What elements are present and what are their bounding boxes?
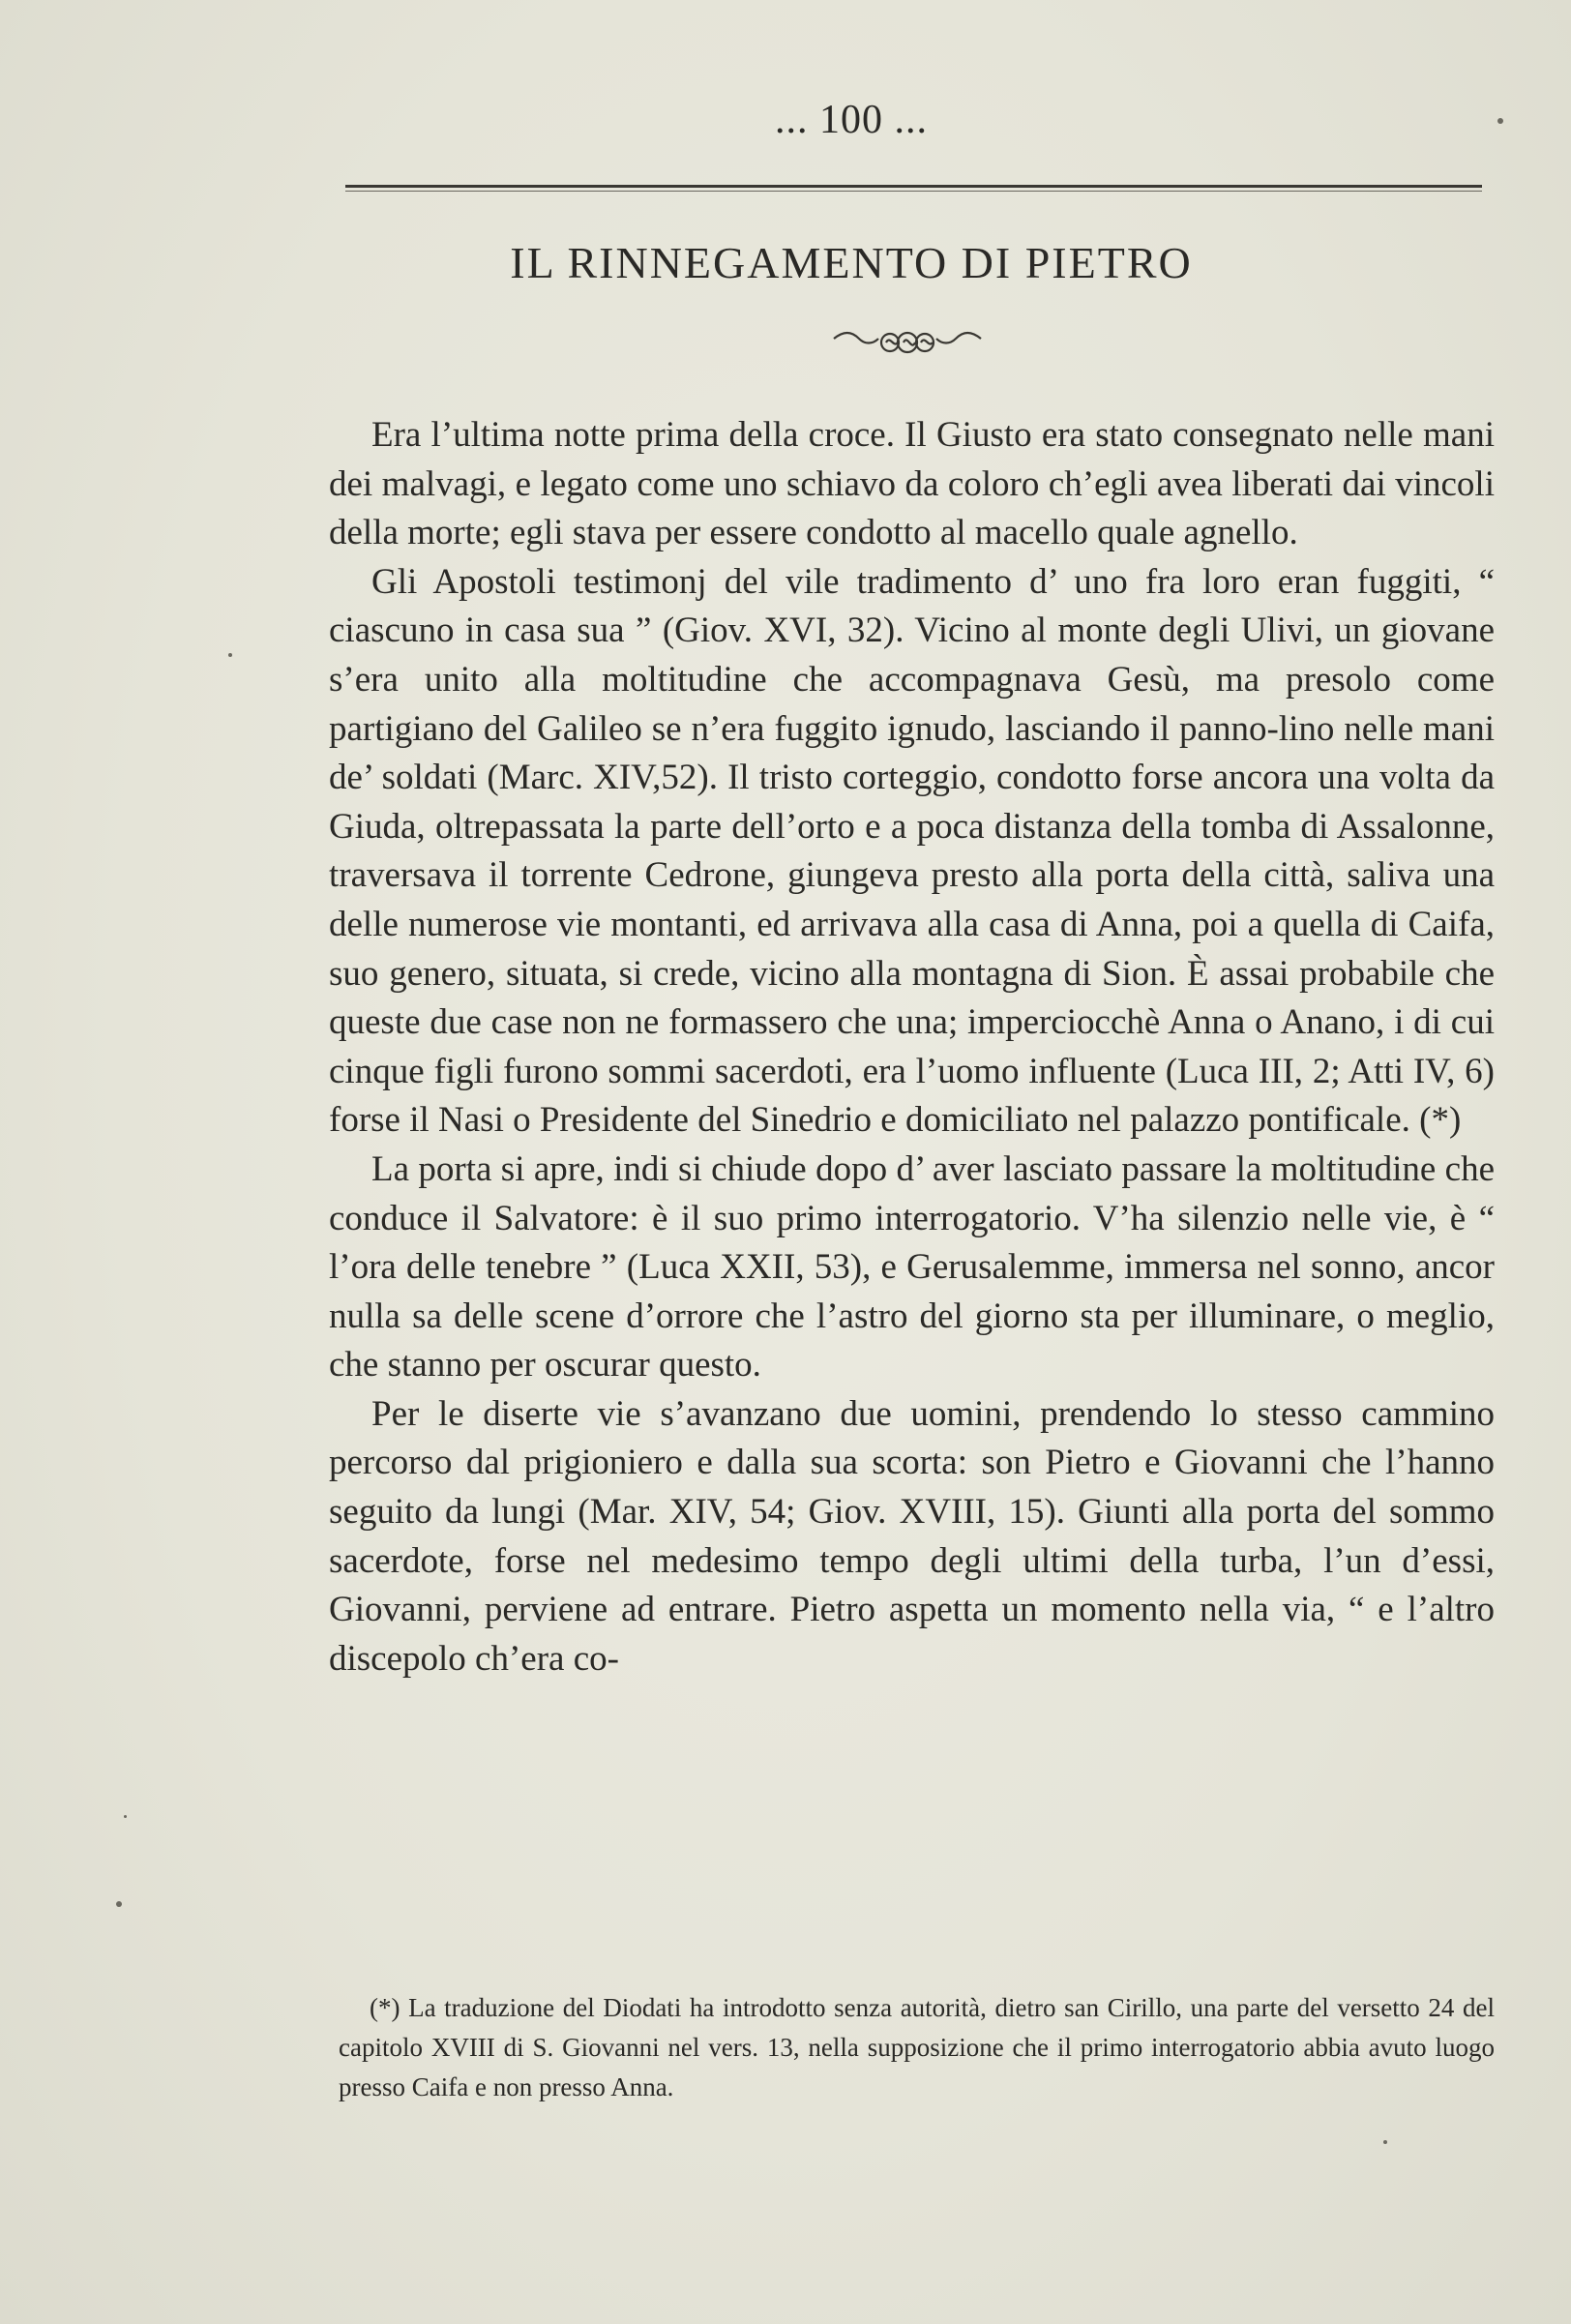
header-rule-thin bbox=[345, 191, 1482, 192]
paragraph: Gli Apostoli testimonj del vile tradimento d’ uno fra loro eran fuggiti, “ ciascuno in casa sua ” (Giov. XVI, 32). Vicino al monte degli Ulivi, un giovane s’era unito alla moltitudine che accompagnava Gesù, ma presolo come partigiano del Galileo se n’era fuggito ignudo, lasciando il panno-lino nelle mani de’ soldati (Marc. XIV,52). Il tristo corteggio, condotto forse ancora una volta da Giuda, oltrepassata la parte dell’orto e a poca distanza della tomba di Assalonne, traversava il torrente Cedrone, giungeva presto alla porta della città, saliva una delle numerose vie montanti, ed arrivava alla casa di Anna, poi a quella di Caifa, suo genero, situata, si crede, vicino alla montagna di Sion. È assai probabile che queste due case non ne formassero che una; imperciocchè Anna o Anano, i di cui cinque figli furono sommi sacerdoti, era l’uomo influente (Luca III, 2; Atti IV, 6) forse il Nasi o Presidente del Sinedrio e domiciliato nel palazzo pontificale. (*) bbox=[329, 561, 1495, 1141]
page-number: ... 100 ... bbox=[775, 98, 928, 142]
decorative-flourish-icon bbox=[830, 321, 985, 360]
footnote bbox=[339, 1988, 1495, 2107]
body-text bbox=[329, 411, 1495, 1683]
paragraph: Per le diserte vie s’avanzano due uomini, prendendo lo stesso cammino percorso dal prigioniero e dalla sua scorta: son Pietro e Giovanni che l’hanno seguito da lungi (Mar. XIV, 54; Giov. XVIII, 15). Giunti alla porta del sommo sacerdote, forse nel medesimo tempo degli ultimi della turba, l’un d’essi, Giovanni, perviene ad entrare. Pietro aspetta un momento nella via, “ e l’altro discepolo ch’era co- bbox=[329, 1393, 1495, 1679]
paper-speck bbox=[1497, 118, 1503, 124]
paragraph: La porta si apre, indi si chiude dopo d’ aver lasciato passare la moltitudine che conduce il Salvatore: è il suo primo interrogatorio. V’ha silenzio nelle vie, è “ l’ora delle tenebre ” (Luca XXII, 53), e Gerusalemme, immersa nel sonno, ancor nulla sa delle scene d’orrore che l’astro del giorno sta per illuminare, o meglio, che stanno per oscurar questo. bbox=[329, 1148, 1495, 1385]
header-rule bbox=[345, 185, 1482, 188]
paper-speck bbox=[1383, 2140, 1387, 2144]
paper-speck bbox=[228, 653, 232, 657]
footnote-text: (*) La traduzione del Diodati ha introdotto senza autorità, dietro san Cirillo, una parte del versetto 24 del capitolo XVIII di S. Giovanni nel vers. 13, nella supposizione che il primo interrogatorio abbia avuto luogo presso Caifa e non presso Anna. bbox=[339, 1993, 1495, 2101]
chapter-title: IL RINNEGAMENTO DI PIETRO bbox=[510, 238, 1193, 287]
paragraph: Era l’ultima notte prima della croce. Il Giusto era stato consegnato nelle mani dei malvagi, e legato come uno schiavo da coloro ch’egli avea liberati dai vincoli della morte; egli stava per essere condotto al macello quale agnello. bbox=[329, 415, 1495, 553]
paper-speck bbox=[124, 1815, 127, 1818]
paper-speck bbox=[116, 1901, 122, 1907]
